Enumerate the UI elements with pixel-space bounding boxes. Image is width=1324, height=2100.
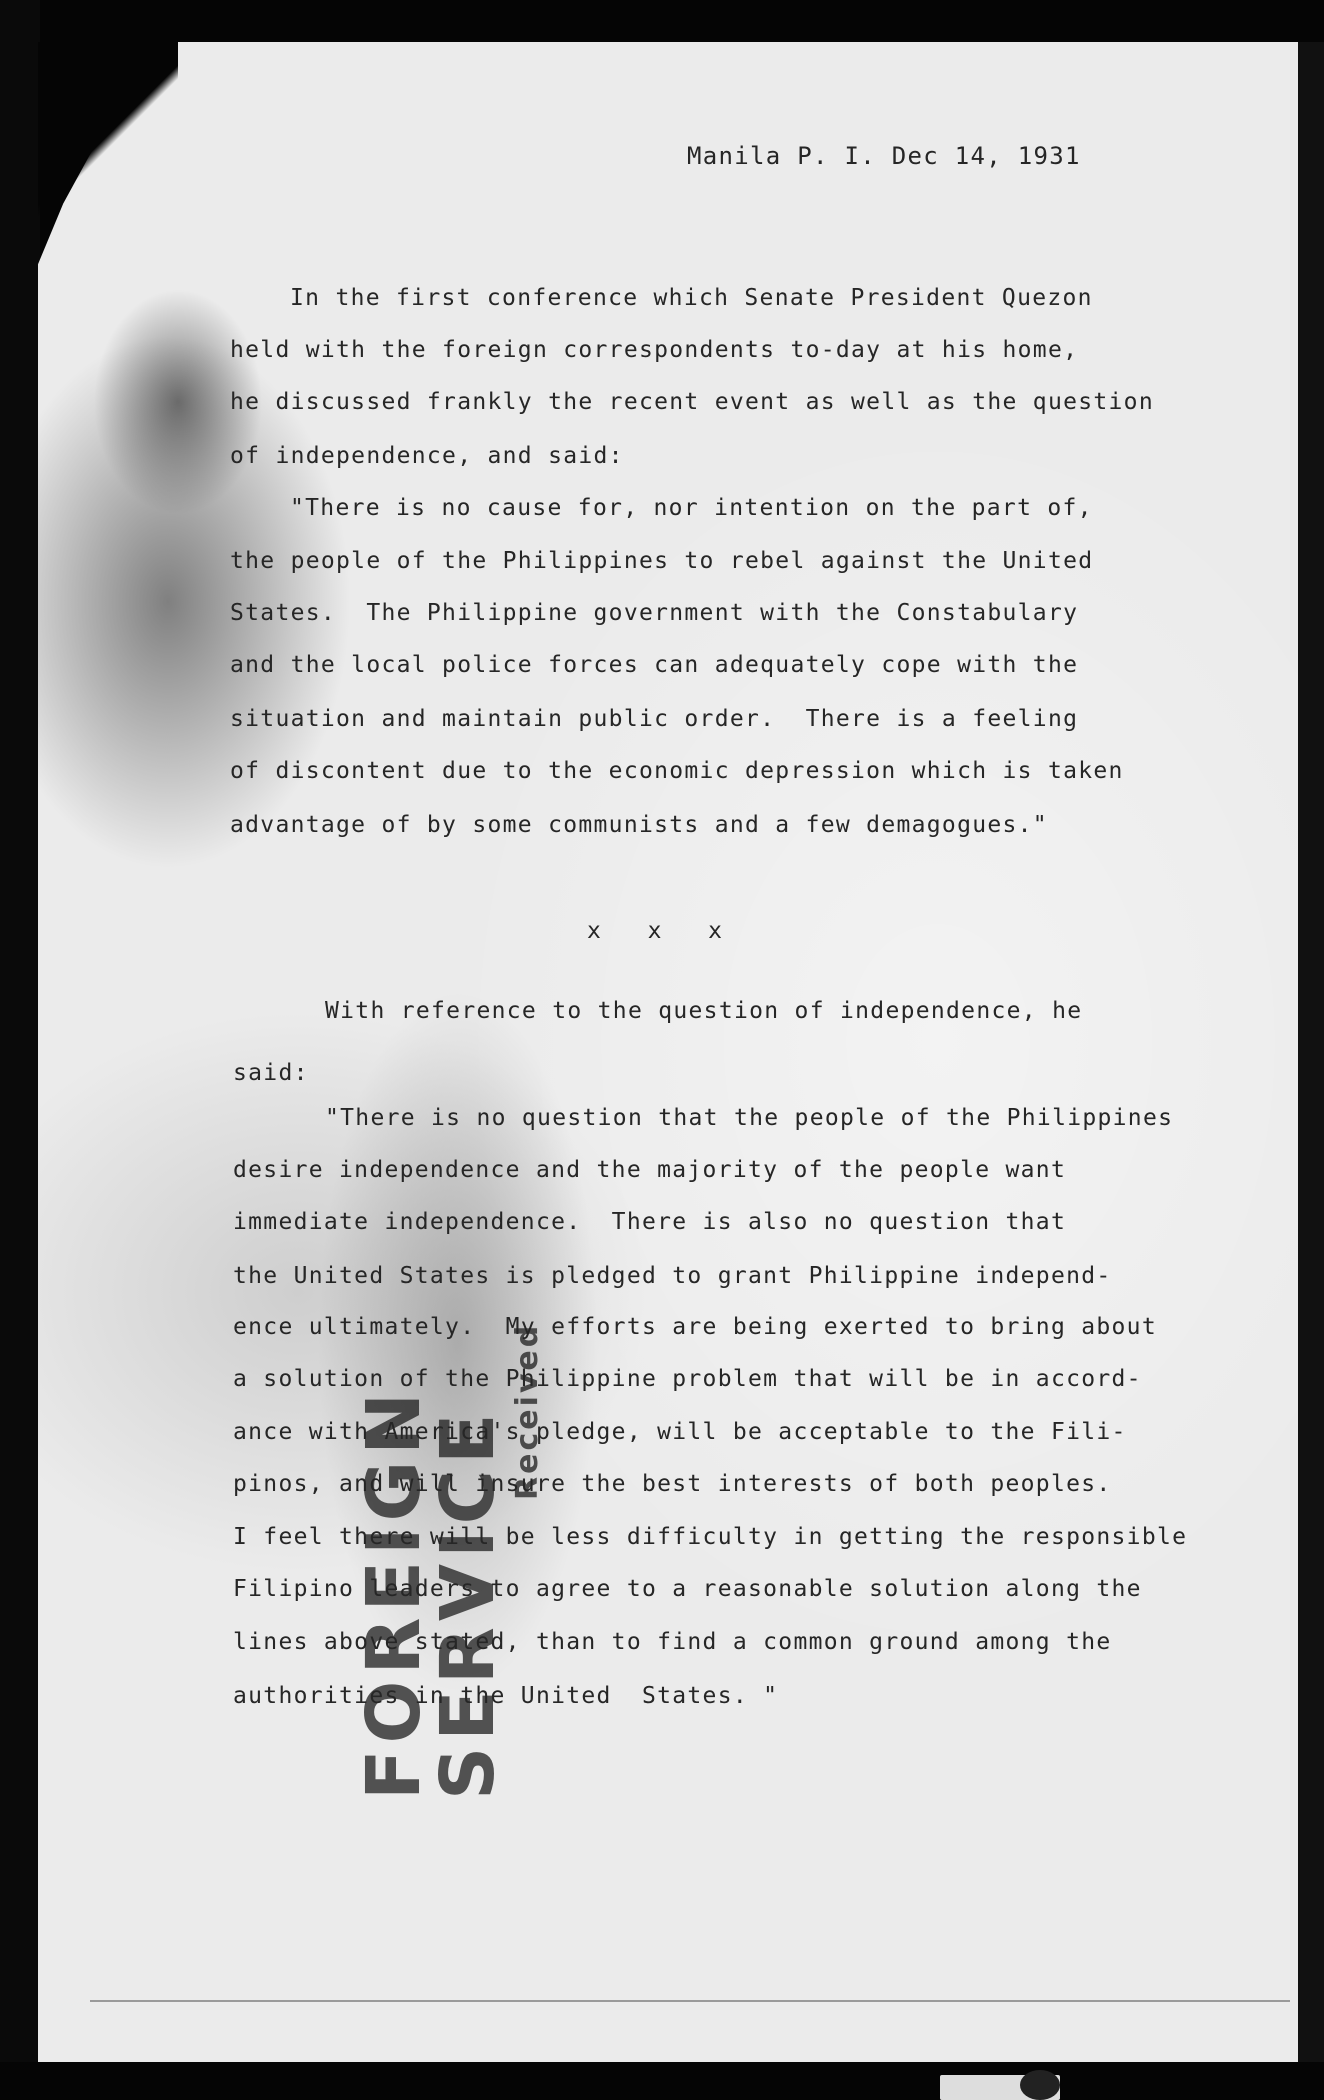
stamp-sub-text: Received: [510, 1322, 545, 1500]
text-line: I feel there will be less difficulty in getting the responsible: [233, 1524, 1188, 1550]
text-line: immediate independence. There is also no question that: [233, 1209, 1067, 1235]
text-line: authorities in the United States. ": [233, 1683, 779, 1709]
text-line: of independence, and said:: [230, 443, 624, 469]
text-line: said:: [233, 1060, 309, 1086]
text-line: With reference to the question of independence, he: [325, 998, 1083, 1024]
text-line: Filipino leaders to agree to a reasonable solution along the: [233, 1576, 1142, 1602]
torn-corner: [38, 42, 178, 242]
section-separator: x x x: [587, 918, 724, 944]
text-line: ence ultimately. My efforts are being exerted to bring about: [233, 1314, 1157, 1340]
text-line: he discussed frankly the recent event as well as the question: [230, 389, 1154, 415]
film-border-bottom: [0, 2062, 1324, 2100]
text-line: lines above stated, than to find a common ground among the: [233, 1629, 1112, 1655]
stamp-main-text: FOREIGN SERVICE: [351, 1386, 511, 1800]
text-line: advantage of by some communists and a few demagogues.": [230, 812, 1048, 838]
text-line: of discontent due to the economic depression which is taken: [230, 758, 1124, 784]
text-line: States. The Philippine government with the Constabulary: [230, 600, 1079, 626]
text-line: "There is no question that the people of the Philippines: [325, 1105, 1174, 1131]
text-line: "There is no cause for, nor intention on the part of,: [290, 495, 1093, 521]
text-line: a solution of the Philippine problem that will be in accord-: [233, 1366, 1142, 1392]
text-line: held with the foreign correspondents to-day at his home,: [230, 337, 1079, 363]
film-punch-mark: [1020, 2070, 1060, 2100]
bottom-rule: [90, 2000, 1290, 2002]
text-line: and the local police forces can adequately cope with the: [230, 652, 1079, 678]
film-border-right: [1298, 42, 1324, 2100]
text-line: the United States is pledged to grant Philippine independ-: [233, 1263, 1112, 1289]
text-line: the people of the Philippines to rebel against the United: [230, 548, 1094, 574]
date-line: Manila P. I. Dec 14, 1931: [687, 142, 1081, 170]
text-line: In the first conference which Senate President Quezon: [290, 285, 1093, 311]
film-border-left: [0, 0, 40, 2100]
text-line: ance with America's pledge, will be acceptable to the Fili-: [233, 1419, 1127, 1445]
text-line: pinos, and will insure the best interests of both peoples.: [233, 1471, 1112, 1497]
text-line: situation and maintain public order. There is a feeling: [230, 706, 1079, 732]
text-line: desire independence and the majority of the people want: [233, 1157, 1067, 1183]
